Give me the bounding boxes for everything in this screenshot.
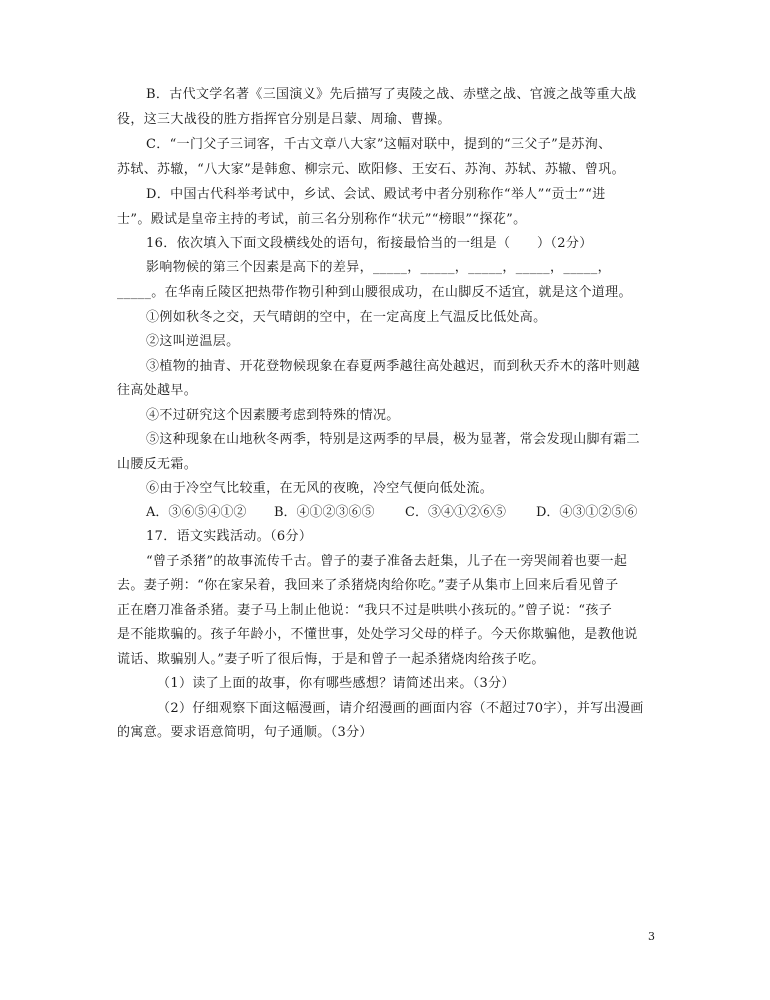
text-line: B．古代文学名著《三国演义》先后描写了夷陵之战、赤壁之战、官渡之战等重大战	[146, 87, 637, 102]
text-line: 山腰反无霜。	[117, 457, 198, 472]
sub-question-2: （2）仔细观察下面这幅漫画，请介绍漫画的画面内容（不超过70字），并写出漫画	[157, 701, 644, 716]
page-number: 3	[648, 930, 655, 943]
text-line: C．“一门父子三词客，千古文章八大家”这幅对联中，提到的“三父子”是苏洵、	[146, 137, 612, 152]
option-b: B．④①②③⑥⑤	[274, 505, 375, 520]
text-line: 影响物候的第三个因素是高下的差异，_____，_____，_____，_____，_____，	[146, 260, 611, 275]
text-line: 士”。殿试是皇帝主持的考试，前三名分别称作“状元”“榜眼”“探花”。	[117, 212, 527, 227]
story-line: 去。妻子朔：“你在家呆着，我回来了杀猪烧肉给你吃。”妻子从集市上回来后看见曾子	[117, 578, 619, 593]
option-c: C．③④①②⑥⑤	[405, 505, 506, 520]
text-line: 往高处越早。	[117, 383, 198, 398]
sentence-2: ②这叫逆温层。	[146, 334, 240, 349]
story-line: 谎话、欺骗别人。”妻子听了很后悔，于是和曾子一起杀猪烧肉给孩子吃。	[117, 652, 545, 667]
sentence-6: ⑥由于冷空气比较重，在无风的夜晚，冷空气便向低处流。	[146, 481, 494, 496]
option-d: D．④③①②⑤⑥	[536, 505, 638, 520]
story-line: 是不能欺骗的。孩子年龄小，不懂世事，处处学习父母的样子。今天你欺骗他，是教他说	[117, 627, 638, 642]
question-17-stem: 17．语文实践活动。（6分）	[146, 529, 313, 544]
text-line: 的寓意。要求语意简明，句子通顺。（3分）	[117, 725, 373, 740]
text-line: D．中国古代科举考试中，乡试、会试、殿试考中者分别称作“举人”“贡士”“进	[146, 187, 606, 202]
sub-question-1: （1）读了上面的故事，你有哪些感想？请简述出来。（3分）	[157, 676, 515, 691]
option-a: A．③⑥⑤④①②	[146, 505, 247, 520]
text-line: _____。在华南丘陵区把热带作物引种到山腰很成功，在山脚反不适宜，就是这个道理。	[117, 285, 632, 300]
sentence-5: ⑤这种现象在山地秋冬两季，特别是这两季的早晨，极为显著，常会发现山脚有霜二	[146, 432, 640, 447]
text-line: 苏轼、苏辙，“八大家”是韩愈、柳宗元、欧阳修、王安石、苏洵、苏轼、苏辙、曾巩。	[117, 162, 625, 177]
text-line: 役，这三大战役的胜方指挥官分别是吕蒙、周瑜、曹操。	[117, 112, 451, 127]
story-line: “曾子杀猪”的故事流传千古。曾子的妻子准备去赶集，儿子在一旁哭闹着也要一起	[146, 554, 628, 569]
sentence-1: ①例如秋冬之交，天气晴朗的空中，在一定高度上气温反比低处高。	[146, 310, 547, 325]
question-16-stem: 16．依次填入下面文段横线处的语句，衔接最恰当的一组是（ ）（2分）	[146, 236, 593, 251]
sentence-3: ③植物的抽青、开花登物候现象在春夏两季越往高处越迟，而到秋天乔木的落叶则越	[146, 359, 640, 374]
sentence-4: ④不过研究这个因素腰考虑到特殊的情况。	[146, 408, 400, 423]
story-line: 正在磨刀准备杀猪。妻子马上制止他说：“我只不过是哄哄小孩玩的。”曾子说：“孩子	[117, 603, 613, 618]
